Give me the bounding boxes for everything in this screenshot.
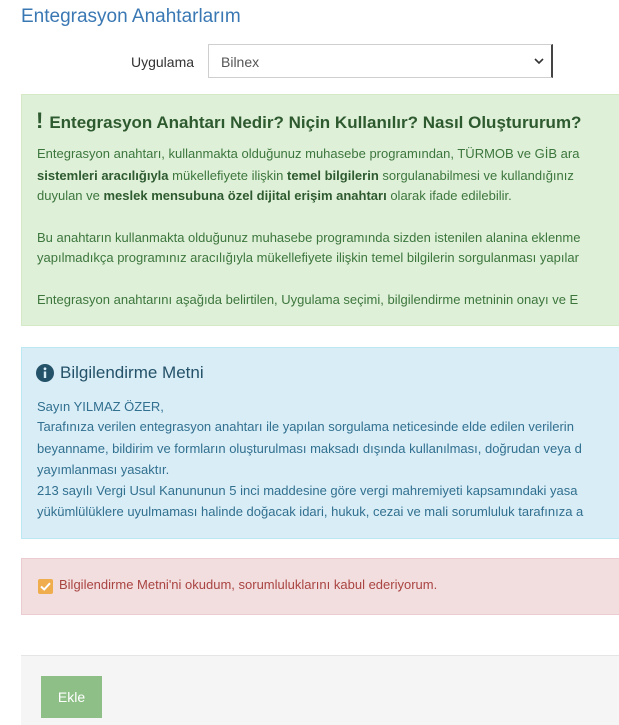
disclosure-text-line: yükümlülüklere uyulmaması halinde doğacak idari, hukuk, cezai ve mali sorumluluk tarafınıza a	[37, 504, 584, 519]
disclosure-text-line: yayımlanması yasaktır.	[37, 462, 170, 477]
disclosure-title: Bilgilendirme Metni	[36, 363, 204, 383]
disclosure-text-line: beyanname, bildirim ve formların oluşturulması maksadı dışında kullanılması, doğrudan veya d	[37, 441, 582, 456]
chevron-down-icon	[533, 54, 545, 68]
app-select-label: Uygulama	[131, 54, 195, 70]
disclosure-text-line: Tarafınıza verilen entegrasyon anahtarı ile yapılan sorgulama neticesinde elde edilen verilerin	[37, 419, 574, 434]
disclosure-text-panel	[21, 347, 619, 539]
app-select-value: Bilnex	[221, 54, 260, 70]
integration-key-info-title: ! Entegrasyon Anahtarı Nedir? Niçin Kullanılır? Nasıl Oluştururum?	[36, 108, 582, 133]
checkmark-icon	[38, 579, 53, 594]
page-title: Entegrasyon Anahtarlarım	[21, 6, 241, 27]
info-text-line: Entegrasyon anahtarını aşağıda belirtilen, Uygulama seçimi, bilgilendirme metninin onayı ve E	[37, 292, 579, 307]
integration-key-info-panel	[21, 94, 619, 326]
consent-checkbox[interactable]	[38, 579, 53, 594]
info-text-line: duyulan ve meslek mensubuna özel dijital erişim anahtarı olarak ifade edilebilir.	[37, 188, 512, 203]
disclosure-text-line: Sayın YILMAZ ÖZER,	[37, 399, 164, 414]
consent-panel	[21, 558, 619, 615]
info-text-line: yapılmadıkça programınız aracılığıyla mükellefiyete ilişkin temel bilgilerin sorgulanması yapılar	[37, 250, 579, 265]
form-footer	[21, 655, 619, 725]
info-text-line: Bu anahtarın kullanmakta olduğunuz muhasebe programında sizden istenilen alanina eklenme	[37, 230, 581, 245]
exclamation-icon: !	[36, 108, 44, 133]
info-text-line: sistemleri aracılığıyla mükellefiyete ilişkin temel bilgilerin sorgulanabilmesi ve kullandığınız	[37, 168, 574, 183]
info-circle-icon	[36, 364, 54, 382]
disclosure-text-line: 213 sayılı Vergi Usul Kanununun 5 inci maddesine göre vergi mahremiyeti kapsamındaki yasa	[37, 483, 578, 498]
consent-label[interactable]: Bilgilendirme Metni'ni okudum, sorumluluklarını kabul ederiyorum.	[59, 577, 438, 592]
info-text-line: Entegrasyon anahtarı, kullanmakta olduğunuz muhasebe programından, TÜRMOB ve GİB ara	[37, 146, 580, 161]
add-button[interactable]: Ekle	[41, 676, 102, 718]
app-select[interactable]	[208, 44, 553, 78]
